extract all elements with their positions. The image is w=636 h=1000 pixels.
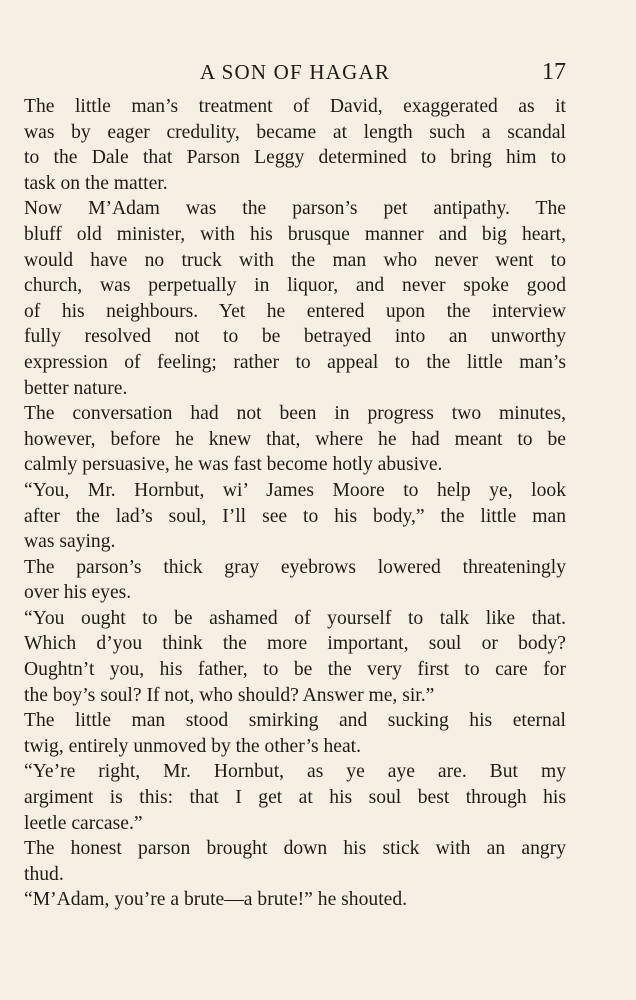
text-line: The little man stood smirking and sucking his eternal — [24, 710, 566, 732]
text-line: The honest parson brought down his stick with an angry — [24, 838, 566, 860]
text-line: The conversation had not been in progress two minutes, — [24, 403, 566, 425]
text-line: “Ye’re right, Mr. Hornbut, as ye aye are. But my — [24, 761, 566, 783]
paragraph — [24, 836, 566, 887]
paragraph — [24, 401, 566, 478]
text-line: the boy’s soul? If not, who should? Answer me, sir.” — [24, 684, 435, 706]
paragraph — [24, 196, 566, 401]
text-line: better nature. — [24, 377, 128, 399]
text-line: was by eager credulity, became at length such a scandal — [24, 121, 566, 143]
text-line: bluff old minister, with his brusque manner and big heart, — [24, 223, 566, 245]
text-line: church, was perpetually in liquor, and never spoke good — [24, 275, 566, 297]
text-line: of his neighbours. Yet he entered upon the interview — [24, 300, 566, 322]
text-line: fully resolved not to be betrayed into an unworthy — [24, 326, 566, 348]
body-text — [24, 94, 566, 913]
text-line: Oughtn’t you, his father, to be the very first to care for — [24, 659, 566, 681]
text-line: to the Dale that Parson Leggy determined to bring him to — [24, 147, 566, 169]
text-line: leetle carcase.” — [24, 812, 143, 834]
paragraph — [24, 887, 566, 913]
text-line: thud. — [24, 863, 64, 885]
text-line: “You ought to be ashamed of yourself to talk like that. — [24, 607, 566, 629]
text-line: “M’Adam, you’re a brute—a brute!” he shouted. — [24, 889, 408, 911]
running-head — [24, 58, 566, 86]
text-line: was saying. — [24, 531, 116, 553]
text-line: expression of feeling; rather to appeal to the little man’s — [24, 351, 566, 373]
text-line: argiment is this: that I get at his soul best through his — [24, 787, 566, 809]
text-line: calmly persuasive, he was fast become hotly abusive. — [24, 454, 443, 476]
paragraph — [24, 759, 566, 836]
text-line: however, before he knew that, where he had meant to be — [24, 428, 566, 450]
paragraph — [24, 94, 566, 196]
paragraph — [24, 555, 566, 606]
paragraph — [24, 606, 566, 708]
running-title: A SON OF HAGAR — [199, 60, 391, 84]
text-line: after the lad’s soul, I’ll see to his body,” the little man — [24, 505, 566, 527]
text-line: Which d’you think the more important, soul or body? — [24, 633, 566, 655]
text-line: Now M’Adam was the parson’s pet antipathy. The — [24, 198, 566, 220]
text-line: task on the matter. — [24, 172, 168, 194]
paragraph — [24, 708, 566, 759]
text-line: “You, Mr. Hornbut, wi’ James Moore to help ye, look — [24, 479, 566, 501]
book-page — [24, 0, 566, 1000]
text-line: twig, entirely unmoved by the other’s heat. — [24, 735, 362, 757]
page-number: 17 — [542, 59, 566, 85]
paragraph — [24, 478, 566, 555]
text-line: over his eyes. — [24, 582, 132, 604]
text-line: The little man’s treatment of David, exaggerated as it — [24, 96, 566, 117]
text-line: The parson’s thick gray eyebrows lowered threateningly — [24, 556, 566, 578]
text-line: would have no truck with the man who never went to — [24, 249, 566, 271]
